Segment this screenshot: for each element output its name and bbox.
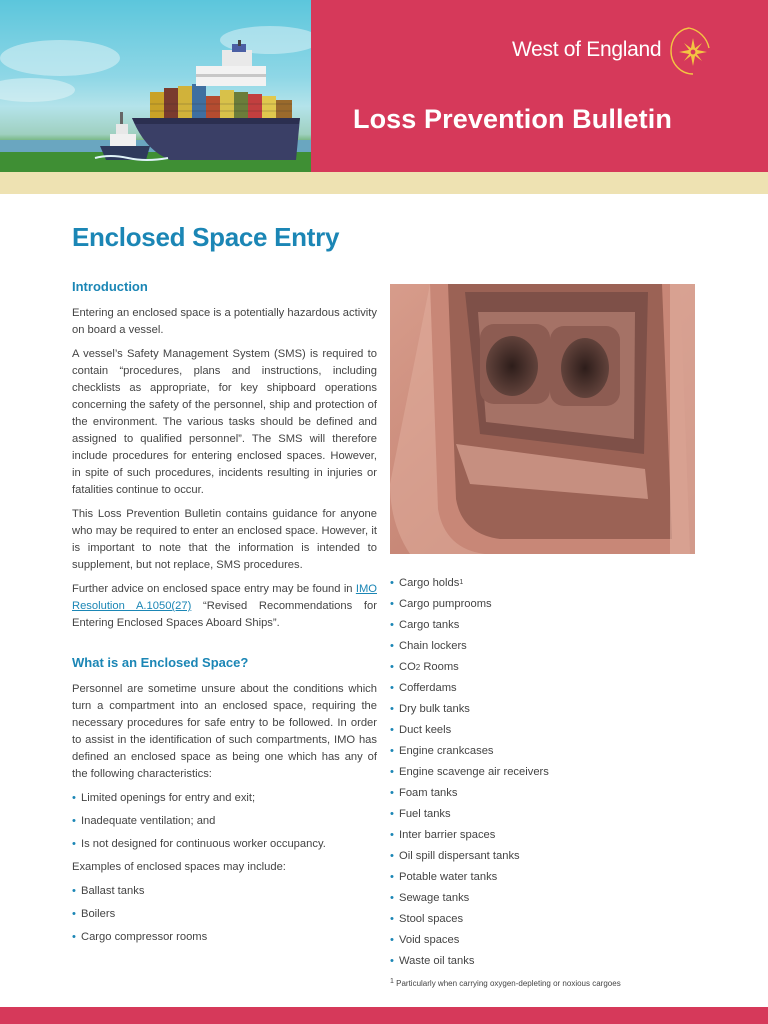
- intro-p4-before: Further advice on enclosed space entry may be found in: [72, 583, 356, 595]
- list-item-text: Sewage tanks: [399, 892, 470, 904]
- list-item: [390, 785, 710, 802]
- footnote: [390, 979, 621, 988]
- left-column: [72, 278, 377, 952]
- examples-list-left: [72, 883, 377, 946]
- list-item: • Inadequate ventilation; and: [72, 813, 377, 830]
- list-item: • Is not designed for continuous worker occupancy.: [72, 836, 377, 853]
- list-item: [390, 869, 710, 886]
- footer-bar: [0, 1007, 768, 1024]
- list-item-text: Foam tanks: [399, 787, 458, 799]
- list-item-text: Chain lockers: [399, 640, 467, 652]
- list-item-text: Cargo holds: [399, 577, 460, 589]
- list-item: [390, 617, 710, 634]
- list-item-text: Engine scavenge air receivers: [399, 766, 549, 778]
- list-item: [390, 680, 710, 697]
- imo-resolution-link[interactable]: IMO Resolution A.1050(27): [72, 583, 377, 612]
- brand-name: West of England: [512, 38, 662, 61]
- hero-ship-image: [0, 0, 311, 172]
- footnote-text: Particularly when carrying oxygen-depleting or noxious cargoes: [393, 979, 621, 988]
- page-title: Enclosed Space Entry: [72, 222, 340, 252]
- list-item: [390, 575, 710, 592]
- list-item: [390, 848, 710, 865]
- enclosed-space-definition-heading: What is an Enclosed Space?: [72, 655, 249, 670]
- container-ship-illustration: [0, 0, 311, 172]
- enclosed-tank-hatch-photo: [390, 284, 695, 554]
- header-divider-band: [0, 172, 768, 194]
- list-item: [390, 764, 710, 781]
- intro-p4-after: “Revised Recommendations for Entering Enclosed Spaces Aboard Ships”.: [72, 600, 377, 629]
- intro-paragraph-4: [72, 581, 377, 632]
- list-item: [390, 932, 710, 949]
- list-item: [390, 953, 710, 970]
- brand-panel: [311, 0, 768, 172]
- list-item-text: Cargo tanks: [399, 619, 460, 631]
- footnote-reference: 1: [459, 579, 464, 586]
- list-item-text: Waste oil tanks: [399, 955, 475, 967]
- list-item-text: Oil spill dispersant tanks: [399, 850, 520, 862]
- list-item: [390, 701, 710, 718]
- examples-intro: Examples of enclosed spaces may include:: [72, 861, 286, 873]
- tank-hatch-illustration: [390, 284, 695, 554]
- list-item-text: Dry bulk tanks: [399, 703, 470, 715]
- list-item: [390, 806, 710, 823]
- list-item-text: Inter barrier spaces: [399, 829, 496, 841]
- introduction-heading: Introduction: [72, 279, 148, 294]
- header: [0, 0, 768, 172]
- list-item-text: Cargo pumprooms: [399, 598, 492, 610]
- intro-paragraph-1: Entering an enclosed space is a potentially hazardous activity on board a vessel.: [72, 307, 377, 336]
- list-item-subscript: 2: [415, 663, 421, 672]
- list-item-text: Fuel tanks: [399, 808, 451, 820]
- list-item-text: Cofferdams: [399, 682, 457, 694]
- intro-paragraph-3: This Loss Prevention Bulletin contains guidance for anyone who may be required to enter an enclosed space. However, it is important to note that the information is intended to supplement, but not replace, SMS procedures.: [72, 508, 377, 571]
- intro-paragraph-2: A vessel’s Safety Management System (SMS) is required to contain “procedures, plans and instructions, including checklists as appropriate, for key shipboard operations concerning the safety of the personnel, ship and protection of the environment. The various tasks should be defined and assigned to qualified personnel”. The SMS will therefore include procedures for entering enclosed spaces. However, in spite of such procedures, incidents resulting in injuries or fatalities continue to occur.: [72, 348, 377, 496]
- list-item-text: Void spaces: [399, 934, 460, 946]
- list-item: [390, 659, 710, 676]
- list-item-text: Stool spaces: [399, 913, 464, 925]
- list-item: • Limited openings for entry and exit;: [72, 790, 377, 807]
- characteristics-list: [72, 790, 377, 853]
- list-item: [390, 743, 710, 760]
- list-item: [390, 638, 710, 655]
- list-item: [390, 722, 710, 739]
- list-item: [390, 911, 710, 928]
- list-item: • Cargo compressor rooms: [72, 929, 377, 946]
- bulletin-title: Loss Prevention Bulletin: [353, 104, 672, 134]
- list-item-text: Duct keels: [399, 724, 452, 736]
- footnote-marker: 1: [390, 978, 394, 985]
- compass-star-icon: [665, 24, 713, 78]
- list-item-text: Engine crankcases: [399, 745, 494, 757]
- list-item-text: CO: [399, 661, 416, 673]
- list-item: • Boilers: [72, 906, 377, 923]
- list-item: [390, 890, 710, 907]
- examples-list-right: [390, 575, 710, 974]
- list-item-text-after: Rooms: [420, 661, 459, 673]
- list-item: • Ballast tanks: [72, 883, 377, 900]
- list-item-text: Potable water tanks: [399, 871, 498, 883]
- list-item: [390, 827, 710, 844]
- list-item: [390, 596, 710, 613]
- definition-paragraph: Personnel are sometime unsure about the conditions which turn a compartment into an enclosed space, requiring the necessary procedures for safe entry to be followed. In order to assist in the identification of such compartments, IMO has defined an enclosed space as being one which has any of the following characteristics:: [72, 683, 377, 780]
